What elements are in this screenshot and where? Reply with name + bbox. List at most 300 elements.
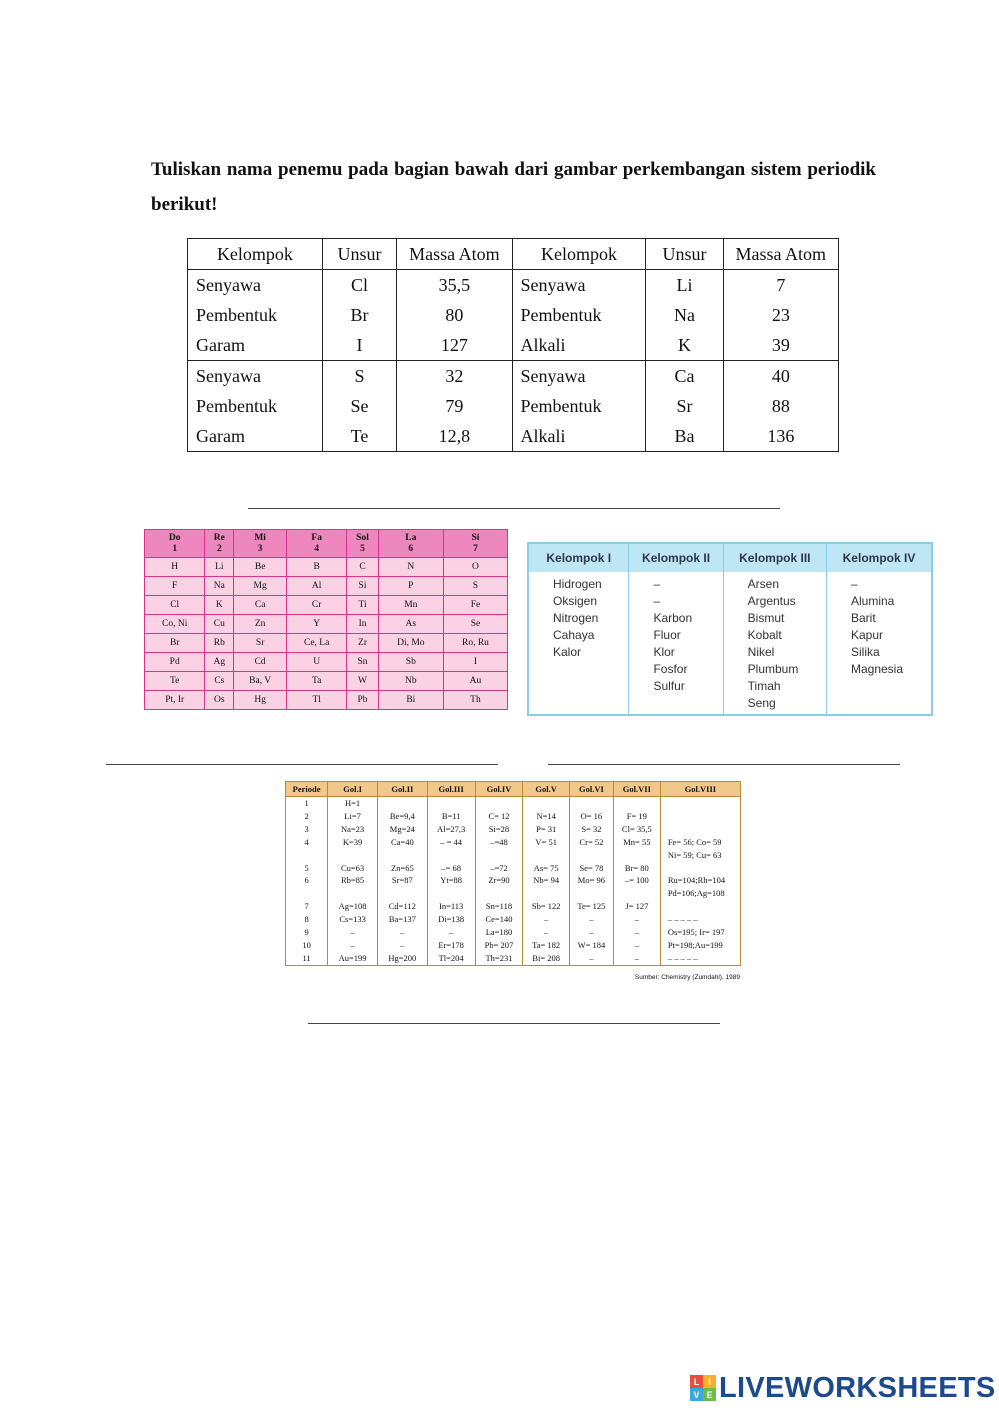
- mendeleev-cell: 11: [286, 952, 328, 965]
- octave-cell: Cd: [234, 653, 287, 672]
- octave-cell: H: [145, 558, 205, 577]
- mendeleev-cell: As= 75: [523, 862, 570, 875]
- triad-cell: 7: [723, 270, 838, 301]
- mendeleev-cell: Pd=106;Ag=108: [660, 887, 740, 900]
- mendeleev-cell: Cu=63: [328, 862, 378, 875]
- octave-number: 1: [172, 543, 178, 554]
- mendeleev-cell: [377, 797, 427, 810]
- mendeleev-cell: –: [328, 926, 378, 939]
- octave-cell: Bi: [378, 691, 443, 710]
- mendeleev-cell: [427, 797, 475, 810]
- triad-cell: 39: [723, 330, 838, 361]
- triad-cell: 35,5: [397, 270, 512, 301]
- mendeleev-cell: Au=199: [328, 952, 378, 965]
- octave-cell: Si: [347, 577, 378, 596]
- mendeleev-cell: 4: [286, 836, 328, 849]
- triad-cell: Alkali: [512, 421, 646, 452]
- triad-cell: 40: [723, 361, 838, 392]
- octave-cell: Cl: [145, 596, 205, 615]
- instruction-text: Tuliskan nama penemu pada bagian bawah dari gambar perkembangan sistem periodik berikut!: [151, 159, 876, 215]
- lavoisier-item: –: [653, 577, 661, 591]
- octave-header-cell: [347, 530, 378, 558]
- mendeleev-cell: Os=195; Ir= 197: [660, 926, 740, 939]
- mendeleev-cell: [613, 887, 660, 900]
- octave-number: 4: [314, 543, 320, 554]
- mendeleev-cell: [523, 887, 570, 900]
- mendeleev-cell: – = 44: [427, 836, 475, 849]
- answer-line-4[interactable]: [308, 1023, 720, 1024]
- octave-cell: Br: [145, 634, 205, 653]
- lavoisier-item: Bismut: [747, 611, 785, 625]
- octave-note: Sol: [356, 532, 369, 543]
- triad-header-cell: Unsur: [322, 239, 396, 270]
- octave-cell: Zn: [234, 615, 287, 634]
- octave-cell: U: [287, 653, 347, 672]
- octave-number: 6: [408, 543, 414, 554]
- mendeleev-cell: [377, 887, 427, 900]
- mendeleev-table: [285, 781, 741, 966]
- octave-header-cell: [378, 530, 443, 558]
- mendeleev-cell: Pb= 207: [475, 939, 523, 952]
- octave-header-cell: [145, 530, 205, 558]
- lavoisier-header-cell: Kelompok IV: [826, 544, 931, 572]
- mendeleev-cell: –: [523, 926, 570, 939]
- octave-cell: Cs: [205, 672, 234, 691]
- mendeleev-cell: Fe= 56; Co= 59: [660, 836, 740, 849]
- triad-header-cell: Massa Atom: [723, 239, 838, 270]
- mendeleev-header-cell: Gol.III: [427, 782, 475, 797]
- lavoisier-item: Plumbum: [747, 662, 799, 676]
- triad-row: [188, 361, 839, 392]
- lavoisier-header-cell: Kelompok I: [529, 544, 629, 572]
- mendeleev-cell: Br= 80: [613, 862, 660, 875]
- lavoisier-item: Karbon: [653, 611, 693, 625]
- mendeleev-cell: Th=231: [475, 952, 523, 965]
- octave-note: Si: [471, 532, 480, 543]
- lavoisier-item: Cahaya: [553, 628, 595, 642]
- triad-row: [188, 421, 839, 452]
- triad-cell: Garam: [188, 421, 323, 452]
- octave-cell: C: [347, 558, 378, 577]
- mendeleev-cell: [660, 900, 740, 913]
- lavoisier-item: –: [653, 594, 661, 608]
- octave-cell: Pd: [145, 653, 205, 672]
- octave-note: Re: [213, 532, 225, 543]
- octave-cell: Ca: [234, 596, 287, 615]
- triad-header-cell: Massa Atom: [397, 239, 512, 270]
- logo-text: LIVEWORKSHEETS: [719, 1371, 996, 1404]
- mendeleev-row: [286, 900, 741, 913]
- octave-cell: Fe: [443, 596, 507, 615]
- mendeleev-cell: Al=27,3: [427, 823, 475, 836]
- mendeleev-cell: N=14: [523, 810, 570, 823]
- octave-cell: Rb: [205, 634, 234, 653]
- octave-cell: N: [378, 558, 443, 577]
- logo-icon-letter: I: [703, 1375, 716, 1388]
- mendeleev-cell: Tl=204: [427, 952, 475, 965]
- mendeleev-cell: La=180: [475, 926, 523, 939]
- mendeleev-row: [286, 810, 741, 823]
- octave-row: [145, 558, 508, 577]
- triad-cell: Ca: [646, 361, 723, 392]
- mendeleev-cell: [328, 849, 378, 862]
- mendeleev-cell: Ba=137: [377, 913, 427, 926]
- liveworksheets-logo: [690, 1372, 996, 1404]
- mendeleev-cell: [427, 887, 475, 900]
- triad-cell: Pembentuk: [512, 300, 646, 330]
- triad-header-cell: Unsur: [646, 239, 723, 270]
- mendeleev-cell: [660, 797, 740, 810]
- logo-icon-letter: E: [703, 1388, 716, 1401]
- source-caption: Sumber: Chemistry (Zumdahl), 1989: [634, 974, 740, 981]
- octave-cell: Te: [145, 672, 205, 691]
- mendeleev-cell: Er=178: [427, 939, 475, 952]
- octave-cell: Li: [205, 558, 234, 577]
- mendeleev-cell: – – – – –: [660, 952, 740, 965]
- mendeleev-cell: K=39: [328, 836, 378, 849]
- octave-cell: Ta: [287, 672, 347, 691]
- octave-cell: Ro, Ru: [443, 634, 507, 653]
- lavoisier-item: Arsen: [747, 577, 780, 591]
- mendeleev-cell: P= 31: [523, 823, 570, 836]
- mendeleev-cell: Yt=88: [427, 874, 475, 887]
- octave-cell: Ce, La: [287, 634, 347, 653]
- lavoisier-item: Seng: [747, 696, 776, 710]
- mendeleev-cell: Zn=65: [377, 862, 427, 875]
- triad-header-cell: Kelompok: [188, 239, 323, 270]
- mendeleev-cell: V= 51: [523, 836, 570, 849]
- lavoisier-header-cell: Kelompok III: [723, 544, 826, 572]
- mendeleev-cell: J= 127: [613, 900, 660, 913]
- octave-cell: Mg: [234, 577, 287, 596]
- mendeleev-cell: –=72: [475, 862, 523, 875]
- triad-row: [188, 330, 839, 361]
- mendeleev-row: [286, 939, 741, 952]
- mendeleev-header-cell: Periode: [286, 782, 328, 797]
- mendeleev-cell: Ca=40: [377, 836, 427, 849]
- mendeleev-cell: [569, 887, 613, 900]
- mendeleev-cell: [427, 849, 475, 862]
- mendeleev-cell: –: [427, 926, 475, 939]
- mendeleev-cell: 6: [286, 874, 328, 887]
- octave-header-cell: [443, 530, 507, 558]
- triad-header-cell: Kelompok: [512, 239, 646, 270]
- octave-cell: Pb: [347, 691, 378, 710]
- answer-line-2[interactable]: [106, 764, 498, 765]
- logo-icon-letter: L: [690, 1375, 703, 1388]
- octave-row: [145, 653, 508, 672]
- octave-cell: Sb: [378, 653, 443, 672]
- mendeleev-row: [286, 797, 741, 810]
- octave-cell: Ti: [347, 596, 378, 615]
- answer-line-1[interactable]: [248, 508, 780, 509]
- octave-number: 7: [473, 543, 478, 554]
- lavoisier-item: Fluor: [653, 628, 681, 642]
- triad-cell: Senyawa: [512, 361, 646, 392]
- mendeleev-cell: 5: [286, 862, 328, 875]
- triad-cell: Senyawa: [188, 361, 323, 392]
- mendeleev-cell: Di=138: [427, 913, 475, 926]
- mendeleev-cell: –= 68: [427, 862, 475, 875]
- mendeleev-cell: –: [613, 939, 660, 952]
- mendeleev-cell: Zr=90: [475, 874, 523, 887]
- octave-cell: F: [145, 577, 205, 596]
- mendeleev-cell: Cs=133: [328, 913, 378, 926]
- mendeleev-cell: –: [613, 952, 660, 965]
- triad-row: [188, 270, 839, 301]
- octave-cell: Y: [287, 615, 347, 634]
- mendeleev-cell: [660, 862, 740, 875]
- octave-cell: Sr: [234, 634, 287, 653]
- lavoisier-item: Argentus: [747, 594, 796, 608]
- lavoisier-column: [826, 572, 931, 716]
- mendeleev-cell: S= 32: [569, 823, 613, 836]
- answer-line-3[interactable]: [548, 764, 900, 765]
- mendeleev-cell: Li=7: [328, 810, 378, 823]
- mendeleev-cell: –: [569, 926, 613, 939]
- triad-cell: Senyawa: [512, 270, 646, 301]
- mendeleev-cell: 3: [286, 823, 328, 836]
- lavoisier-item: Kapur: [850, 628, 884, 642]
- mendeleev-header-cell: Gol.I: [328, 782, 378, 797]
- mendeleev-cell: Mn= 55: [613, 836, 660, 849]
- mendeleev-cell: [613, 849, 660, 862]
- octave-note: Fa: [311, 532, 322, 543]
- octave-cell: I: [443, 653, 507, 672]
- lavoisier-item: Kobalt: [747, 628, 782, 642]
- octave-cell: Zr: [347, 634, 378, 653]
- mendeleev-body: [286, 797, 741, 966]
- octave-cell: Cr: [287, 596, 347, 615]
- mendeleev-cell: Mg=24: [377, 823, 427, 836]
- mendeleev-cell: Ru=104;Rh=104: [660, 874, 740, 887]
- lavoisier-item: Barit: [850, 611, 876, 625]
- mendeleev-header-cell: Gol.II: [377, 782, 427, 797]
- mendeleev-cell: –: [613, 913, 660, 926]
- triad-cell: Garam: [188, 330, 323, 361]
- mendeleev-header-cell: Gol.VIII: [660, 782, 740, 797]
- lavoisier-table: [527, 542, 933, 716]
- mendeleev-cell: –=48: [475, 836, 523, 849]
- mendeleev-cell: –: [377, 926, 427, 939]
- mendeleev-header-cell: Gol.V: [523, 782, 570, 797]
- octave-cell: Ba, V: [234, 672, 287, 691]
- mendeleev-cell: [286, 887, 328, 900]
- mendeleev-cell: Ce=140: [475, 913, 523, 926]
- mendeleev-cell: – – – – –: [660, 913, 740, 926]
- mendeleev-cell: Cd=112: [377, 900, 427, 913]
- mendeleev-row: [286, 952, 741, 965]
- mendeleev-cell: 10: [286, 939, 328, 952]
- mendeleev-row: [286, 823, 741, 836]
- mendeleev-cell: Se= 78: [569, 862, 613, 875]
- mendeleev-cell: 8: [286, 913, 328, 926]
- triad-cell: Na: [646, 300, 723, 330]
- triad-cell: 12,8: [397, 421, 512, 452]
- octave-header-cell: [287, 530, 347, 558]
- mendeleev-row: [286, 887, 741, 900]
- mendeleev-cell: Cr= 52: [569, 836, 613, 849]
- octave-cell: Se: [443, 615, 507, 634]
- octave-table: [144, 529, 508, 710]
- triad-cell: Cl: [322, 270, 396, 301]
- triad-header-row: [188, 239, 839, 270]
- mendeleev-cell: [569, 797, 613, 810]
- octave-number: 3: [257, 543, 263, 554]
- octave-cell: Na: [205, 577, 234, 596]
- logo-icon-letter: V: [690, 1388, 703, 1401]
- triad-cell: Pembentuk: [512, 391, 646, 421]
- mendeleev-row: [286, 836, 741, 849]
- octave-number: 2: [216, 543, 222, 554]
- triad-cell: 127: [397, 330, 512, 361]
- mendeleev-cell: Sb= 122: [523, 900, 570, 913]
- lavoisier-item: Nitrogen: [553, 611, 599, 625]
- mendeleev-cell: F= 19: [613, 810, 660, 823]
- octave-cell: O: [443, 558, 507, 577]
- triad-cell: K: [646, 330, 723, 361]
- mendeleev-cell: Si=28: [475, 823, 523, 836]
- mendeleev-cell: [286, 849, 328, 862]
- triad-cell: Se: [322, 391, 396, 421]
- mendeleev-cell: 7: [286, 900, 328, 913]
- mendeleev-cell: [569, 849, 613, 862]
- triad-body: [188, 270, 839, 452]
- octave-header-cell: [234, 530, 287, 558]
- octave-row: [145, 634, 508, 653]
- octave-cell: Co, Ni: [145, 615, 205, 634]
- lavoisier-header-cell: Kelompok II: [629, 544, 723, 572]
- mendeleev-row: [286, 926, 741, 939]
- lavoisier-header-row: [529, 544, 931, 572]
- mendeleev-cell: Mo= 96: [569, 874, 613, 887]
- octave-cell: P: [378, 577, 443, 596]
- octave-row: [145, 615, 508, 634]
- mendeleev-row: [286, 849, 741, 862]
- octave-note: Do: [168, 532, 181, 543]
- octave-cell: Ag: [205, 653, 234, 672]
- mendeleev-cell: 2: [286, 810, 328, 823]
- lavoisier-item: Fosfor: [653, 662, 688, 676]
- mendeleev-cell: [328, 887, 378, 900]
- mendeleev-cell: Ta= 182: [523, 939, 570, 952]
- lavoisier-item: Kalor: [553, 645, 582, 659]
- mendeleev-row: [286, 913, 741, 926]
- mendeleev-cell: Sr=87: [377, 874, 427, 887]
- triad-row: [188, 391, 839, 421]
- triad-cell: Pembentuk: [188, 391, 323, 421]
- mendeleev-cell: Rb=85: [328, 874, 378, 887]
- mendeleev-cell: [377, 849, 427, 862]
- liveworksheets-logo-icon: [690, 1375, 716, 1401]
- mendeleev-cell: Cl= 35,5: [613, 823, 660, 836]
- mendeleev-cell: [475, 797, 523, 810]
- octave-cell: W: [347, 672, 378, 691]
- mendeleev-cell: Be=9,4: [377, 810, 427, 823]
- mendeleev-cell: [660, 823, 740, 836]
- mendeleev-cell: Te= 125: [569, 900, 613, 913]
- triad-cell: 79: [397, 391, 512, 421]
- octave-cell: Mn: [378, 596, 443, 615]
- octave-cell: S: [443, 577, 507, 596]
- octave-header-cell: [205, 530, 234, 558]
- octave-cell: Cu: [205, 615, 234, 634]
- lavoisier-item: Alumina: [850, 594, 895, 608]
- lavoisier-column: [723, 572, 826, 716]
- mendeleev-cell: [475, 887, 523, 900]
- mendeleev-cell: –: [377, 939, 427, 952]
- triad-cell: Senyawa: [188, 270, 323, 301]
- octave-cell: B: [287, 558, 347, 577]
- lavoisier-item: Silika: [850, 645, 880, 659]
- octave-cell: Pt, Ir: [145, 691, 205, 710]
- mendeleev-header-cell: Gol.VI: [569, 782, 613, 797]
- mendeleev-header-cell: Gol.IV: [475, 782, 523, 797]
- lavoisier-item: Sulfur: [653, 679, 685, 693]
- mendeleev-cell: [475, 849, 523, 862]
- lavoisier-item: Hidrogen: [553, 577, 602, 591]
- lavoisier-item: Timah: [747, 679, 781, 693]
- lavoisier-column: [629, 572, 723, 716]
- triad-cell: 32: [397, 361, 512, 392]
- octave-header-row: [145, 530, 508, 558]
- octave-cell: Di, Mo: [378, 634, 443, 653]
- mendeleev-cell: Bi= 208: [523, 952, 570, 965]
- octave-cell: K: [205, 596, 234, 615]
- octave-row: [145, 672, 508, 691]
- mendeleev-cell: Hg=200: [377, 952, 427, 965]
- octave-cell: Al: [287, 577, 347, 596]
- triad-cell: Sr: [646, 391, 723, 421]
- triad-row: [188, 300, 839, 330]
- triad-cell: Li: [646, 270, 723, 301]
- octave-cell: Th: [443, 691, 507, 710]
- mendeleev-cell: –= 100: [613, 874, 660, 887]
- mendeleev-cell: W= 184: [569, 939, 613, 952]
- mendeleev-cell: H=1: [328, 797, 378, 810]
- mendeleev-cell: 1: [286, 797, 328, 810]
- mendeleev-cell: O= 16: [569, 810, 613, 823]
- mendeleev-header-cell: Gol.VII: [613, 782, 660, 797]
- mendeleev-cell: Pt=198;Au=199: [660, 939, 740, 952]
- octave-cell: Sn: [347, 653, 378, 672]
- mendeleev-header-row: [286, 782, 741, 797]
- mendeleev-cell: [523, 849, 570, 862]
- triad-cell: I: [322, 330, 396, 361]
- mendeleev-row: [286, 862, 741, 875]
- octave-cell: Hg: [234, 691, 287, 710]
- octave-cell: Be: [234, 558, 287, 577]
- octave-note: La: [405, 532, 417, 543]
- mendeleev-cell: 9: [286, 926, 328, 939]
- mendeleev-cell: –: [569, 952, 613, 965]
- lavoisier-item: Magnesia: [850, 662, 904, 676]
- lavoisier-item: –: [850, 577, 858, 591]
- octave-body: [145, 558, 508, 710]
- triad-cell: Ba: [646, 421, 723, 452]
- octave-row: [145, 596, 508, 615]
- mendeleev-cell: –: [613, 926, 660, 939]
- mendeleev-cell: B=11: [427, 810, 475, 823]
- octave-cell: Au: [443, 672, 507, 691]
- triad-cell: Alkali: [512, 330, 646, 361]
- triad-cell: 80: [397, 300, 512, 330]
- octave-cell: Tl: [287, 691, 347, 710]
- mendeleev-row: [286, 874, 741, 887]
- mendeleev-cell: Nb= 94: [523, 874, 570, 887]
- mendeleev-cell: Ag=108: [328, 900, 378, 913]
- octave-note: Mi: [254, 532, 266, 543]
